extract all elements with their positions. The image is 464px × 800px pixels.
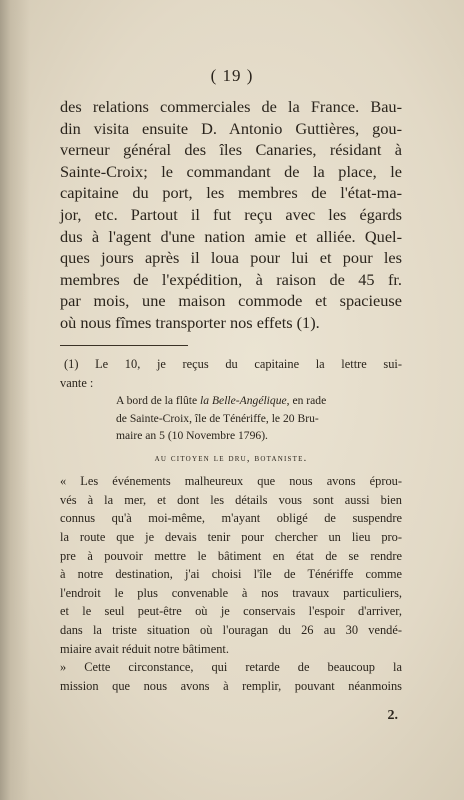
letter-body-line: pre à pouvoir mettre le bâtiment en état de se rendre xyxy=(60,548,402,563)
letter-body-line: dans la triste situation où l'ouragan du 26 au 30 vendé- xyxy=(60,623,402,638)
letter-header-line xyxy=(116,392,402,410)
footnote-intro-line: vante : xyxy=(60,375,94,390)
letter-body-line: et le seul peut-être où je conservais l'espoir d'arriver, xyxy=(60,604,402,619)
main-text-line: Sainte-Croix; le commandant de la place, le xyxy=(60,161,402,181)
letter-body-line: à notre destination, j'ai choisi l'île de Ténériffe comme xyxy=(60,567,402,582)
letter-body-line: l'endroit le plus convenable à nos travaux particuliers, xyxy=(60,585,402,600)
letter-header-line: de Sainte-Croix, île de Ténériffe, le 20 Bru- xyxy=(116,411,319,425)
main-text-line: où nous fîmes transporter nos effets (1). xyxy=(60,312,320,332)
main-text-line: par mois, une maison commode et spacieuse xyxy=(60,291,402,311)
footnote-divider xyxy=(60,345,188,346)
main-text-line: jor, etc. Partout il fut reçu avec les égards xyxy=(60,204,402,224)
letter-body-line: mission que nous avons à remplir, pouvant néanmoins xyxy=(60,678,402,693)
letter-header xyxy=(60,392,402,445)
page-gutter-shadow xyxy=(0,0,30,800)
letter-body-line: la route que je devais tenir pour chercher un lieu pro- xyxy=(60,530,402,545)
letter-header-line: maire an 5 (10 Novembre 1796). xyxy=(116,429,268,443)
letter-header-suffix: , en rade xyxy=(286,394,327,408)
main-text-line: din visita ensuite D. Antonio Guttières, gou- xyxy=(60,118,402,138)
main-text-block xyxy=(60,96,402,334)
letter-body-line: miaire avait réduit notre bâtiment. xyxy=(60,641,229,656)
main-text-line: ques jours après il loua pour lui et pour les xyxy=(60,248,402,268)
ship-name: la Belle-Angélique xyxy=(200,394,287,408)
letter-body-line: « Les événements malheureux que nous avons éprou- xyxy=(60,474,402,489)
main-text-line: membres de l'expédition, à raison de 45 fr. xyxy=(60,269,402,289)
letter-body-line: vés à la mer, et dont les détails vous sont aussi bien xyxy=(60,492,402,507)
signature-mark: 2. xyxy=(387,708,398,723)
main-text-line: dus à l'agent d'une nation amie et alliée. Quel- xyxy=(60,226,402,246)
main-text-line: des relations commerciales de la France. Bau- xyxy=(60,97,402,116)
letter-header-prefix: A bord de la flûte xyxy=(116,394,201,408)
main-text-line: capitaine du port, les membres de l'état-ma- xyxy=(60,183,402,203)
footnote-intro-line: (1) Le 10, je reçus du capitaine la lettre sui- xyxy=(64,357,402,371)
footnote-block xyxy=(60,355,402,695)
main-text-line: verneur général des îles Canaries, résidant à xyxy=(60,140,402,160)
page-number: ( 19 ) xyxy=(210,66,254,85)
letter-addressee: au citoyen le dru, botaniste. xyxy=(154,452,308,464)
letter-body-line: connus qu'à moi-même, m'ayant obligé de suspendre xyxy=(60,511,402,526)
letter-body-line: » Cette circonstance, qui retarde de beaucoup la xyxy=(60,660,402,675)
